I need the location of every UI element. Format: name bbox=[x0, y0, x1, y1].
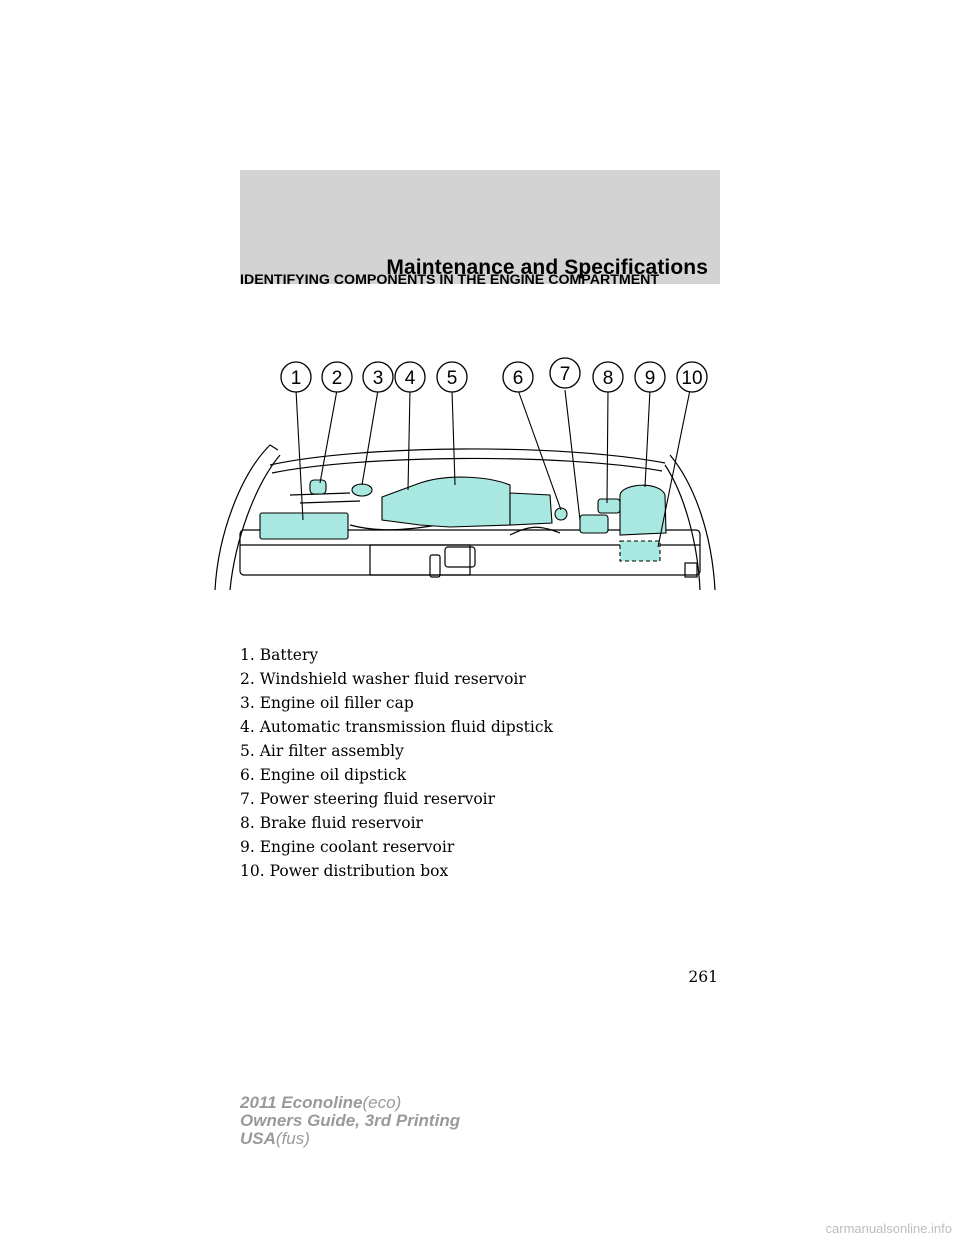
oil-filler-cap bbox=[352, 484, 372, 496]
battery-shape bbox=[260, 513, 348, 539]
callout-8: 8 bbox=[602, 368, 614, 389]
legend-item: 2. Windshield washer fluid reservoir bbox=[240, 670, 526, 688]
section-heading: IDENTIFYING COMPONENTS IN THE ENGINE COMPARTMENT bbox=[240, 272, 660, 288]
callout-9: 9 bbox=[644, 368, 656, 389]
legend-item: 9. Engine coolant reservoir bbox=[240, 838, 455, 856]
legend-item: 10. Power distribution box bbox=[240, 862, 449, 880]
callout-10: 10 bbox=[681, 368, 703, 389]
footer bbox=[240, 1094, 460, 1148]
legend-item: 7. Power steering fluid reservoir bbox=[240, 790, 496, 808]
leader-9 bbox=[645, 390, 650, 487]
callout-2: 2 bbox=[331, 368, 343, 389]
leader-1 bbox=[296, 390, 303, 520]
leader-10 bbox=[658, 390, 690, 547]
footer-model-code: (eco) bbox=[362, 1093, 402, 1112]
legend-item: 8. Brake fluid reservoir bbox=[240, 814, 423, 832]
callout-4: 4 bbox=[404, 368, 416, 389]
leader-5 bbox=[452, 390, 455, 485]
legend-item: 5. Air filter assembly bbox=[240, 742, 404, 760]
callout-3: 3 bbox=[372, 368, 384, 389]
callout-1: 1 bbox=[290, 368, 302, 389]
footer-model: 2011 Econoline bbox=[240, 1093, 363, 1112]
right-fender-inner bbox=[665, 465, 700, 590]
leader-2 bbox=[320, 390, 337, 483]
page-number: 261 bbox=[688, 968, 718, 986]
brake-fluid-reservoir bbox=[598, 499, 620, 513]
callout-6: 6 bbox=[512, 368, 524, 389]
right-fender-line bbox=[670, 455, 715, 590]
legend-item: 6. Engine oil dipstick bbox=[240, 766, 407, 784]
legend-item: 3. Engine oil filler cap bbox=[240, 694, 414, 712]
leader-7 bbox=[565, 390, 580, 520]
air-intake-duct bbox=[510, 493, 552, 525]
callout-7: 7 bbox=[559, 364, 571, 385]
leader-3 bbox=[362, 390, 378, 485]
footer-market-code: (fus) bbox=[275, 1129, 310, 1148]
leader-8 bbox=[607, 390, 608, 503]
component-legend bbox=[240, 643, 553, 883]
air-filter-housing bbox=[382, 477, 510, 527]
page-header-title: Maintenance and Specifications bbox=[386, 256, 708, 279]
legend-item: 4. Automatic transmission fluid dipstick bbox=[240, 718, 553, 736]
footer-guide: Owners Guide, 3rd Printing bbox=[240, 1111, 461, 1130]
coolant-reservoir bbox=[620, 485, 666, 535]
engine-compartment-diagram bbox=[210, 355, 720, 595]
watermark: carmanualsonline.info bbox=[825, 1221, 952, 1236]
legend-item: 1. Battery bbox=[240, 646, 319, 664]
leader-4 bbox=[408, 390, 410, 490]
header-band bbox=[240, 170, 720, 284]
washer-reservoir-cap bbox=[310, 480, 326, 494]
callout-5: 5 bbox=[446, 368, 458, 389]
footer-market: USA bbox=[240, 1129, 276, 1148]
power-distribution-box bbox=[620, 541, 660, 561]
firewall-line bbox=[270, 449, 665, 465]
power-steering-reservoir bbox=[580, 515, 608, 533]
